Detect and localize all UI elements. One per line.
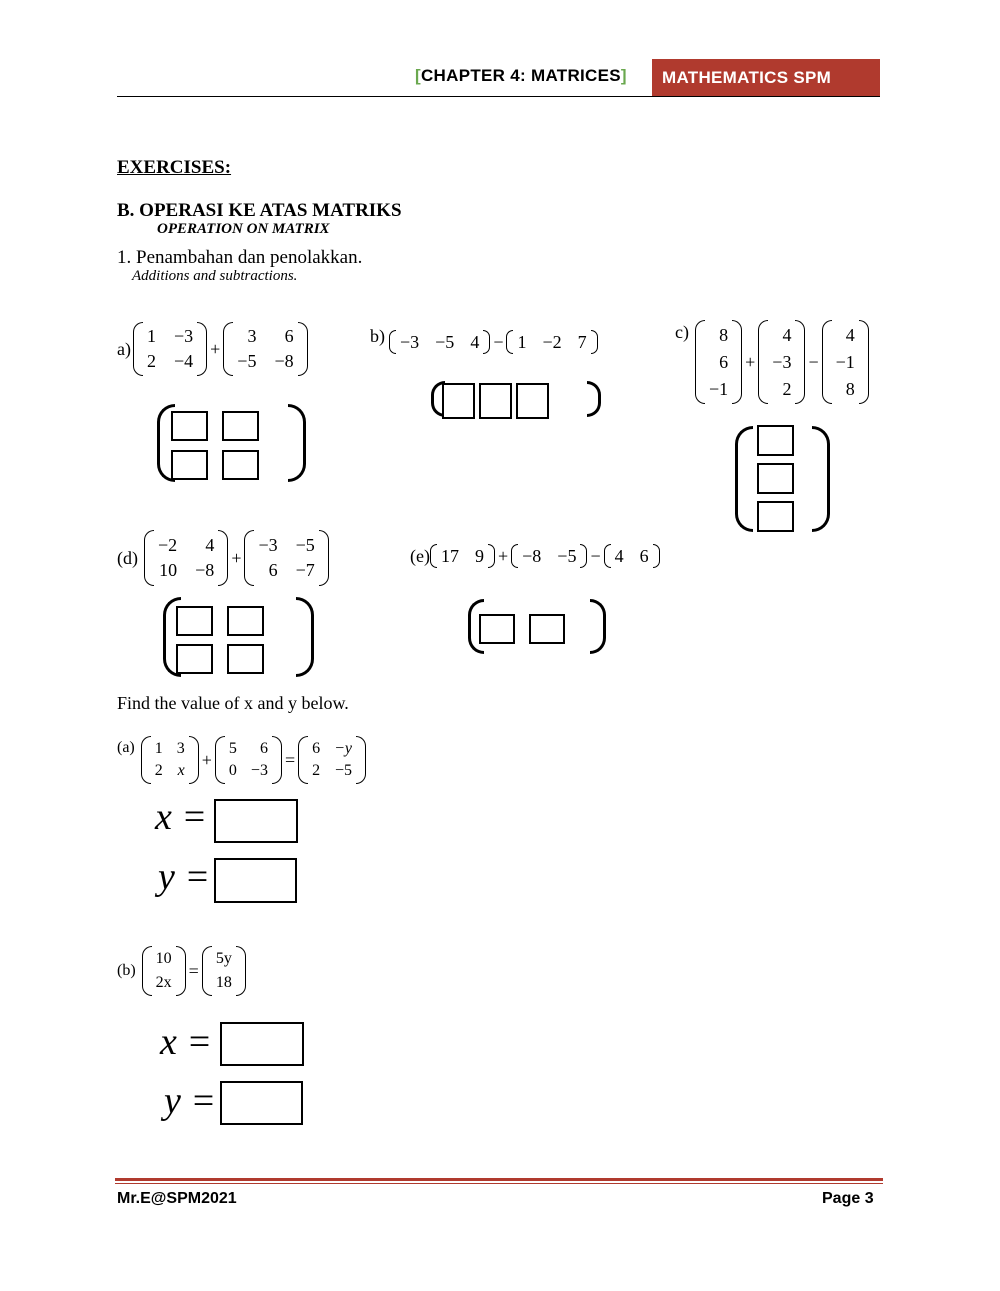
- footer-author: Mr.E@SPM2021: [117, 1190, 237, 1207]
- bracket-close: ]: [620, 66, 627, 85]
- answer-box-fa-x[interactable]: [214, 799, 298, 843]
- x-label: x =: [155, 796, 208, 838]
- answer-box-c2[interactable]: [757, 463, 794, 494]
- item-subtitle: Additions and subtractions.: [132, 268, 298, 284]
- answer-box-a11[interactable]: [171, 411, 208, 441]
- answer-box-e1[interactable]: [479, 614, 515, 644]
- section-subtitle: OPERATION ON MATRIX: [157, 221, 330, 237]
- question-e: (e) 17 9 + −8 −5 − 4 6: [410, 544, 660, 568]
- question-label: (e): [410, 545, 430, 566]
- answer-box-a22[interactable]: [222, 450, 259, 480]
- answer-box-b1[interactable]: [442, 383, 475, 419]
- answer-box-e2[interactable]: [529, 614, 565, 644]
- answer-box-d22[interactable]: [227, 644, 264, 674]
- answer-box-d21[interactable]: [176, 644, 213, 674]
- question-c: c) 8 6 −1 + 4 −3 2 − 4 −1 8: [675, 320, 869, 404]
- answer-box-fb-x[interactable]: [220, 1022, 304, 1066]
- answer-paren-right: [587, 381, 601, 417]
- chapter-text: CHAPTER 4: MATRICES: [420, 66, 621, 85]
- answer-box-b3[interactable]: [516, 383, 549, 419]
- question-label: a): [117, 338, 131, 359]
- answer-paren-right: [288, 404, 306, 482]
- answer-box-fb-y[interactable]: [220, 1081, 303, 1125]
- page-number: Page 3: [822, 1190, 874, 1207]
- answer-box-c3[interactable]: [757, 501, 794, 532]
- section-title: B. OPERASI KE ATAS MATRIKS: [117, 200, 402, 221]
- header-divider: [117, 96, 880, 97]
- question-d: (d) −2 4 10 −8 + −3 −5 6 −7: [117, 530, 329, 586]
- answer-paren-right: [812, 426, 830, 532]
- answer-paren-left: [735, 426, 753, 532]
- answer-box-d12[interactable]: [227, 606, 264, 636]
- exercises-title: EXERCISES:: [117, 157, 232, 178]
- footer-divider: [115, 1178, 883, 1181]
- question-label: c): [675, 321, 689, 342]
- answer-box-a12[interactable]: [222, 411, 259, 441]
- subject-badge: MATHEMATICS SPM: [652, 59, 880, 96]
- bracket-open: [: [415, 66, 421, 85]
- question-label: b): [370, 325, 385, 346]
- find-question-b: (b) 10 2x = 5y 18: [117, 946, 246, 996]
- footer-divider-thin: [115, 1183, 883, 1184]
- item-title: 1. Penambahan dan penolakkan.: [117, 247, 363, 268]
- question-label: (d): [117, 547, 138, 568]
- answer-paren-right: [296, 597, 314, 677]
- find-question-a: (a) 1 3 2 x + 5 6 0 −3 = 6 −y 2 −5: [117, 736, 366, 784]
- question-a: a) 1 −3 2 −4 + 3 6 −5 −8: [117, 322, 308, 376]
- find-instruction: Find the value of x and y below.: [117, 693, 349, 713]
- answer-box-fa-y[interactable]: [214, 858, 297, 903]
- answer-box-c1[interactable]: [757, 425, 794, 456]
- answer-box-a21[interactable]: [171, 450, 208, 480]
- answer-box-d11[interactable]: [176, 606, 213, 636]
- question-label: (b): [117, 962, 136, 979]
- answer-box-b2[interactable]: [479, 383, 512, 419]
- chapter-title: [415, 66, 627, 86]
- question-b: b) −3 −5 4 − 1 −2 7: [370, 330, 598, 354]
- y-label: y =: [158, 856, 211, 898]
- question-label: (a): [117, 739, 135, 756]
- x-label: x =: [160, 1021, 213, 1063]
- y-label: y =: [164, 1080, 217, 1122]
- answer-paren-right: [590, 599, 606, 654]
